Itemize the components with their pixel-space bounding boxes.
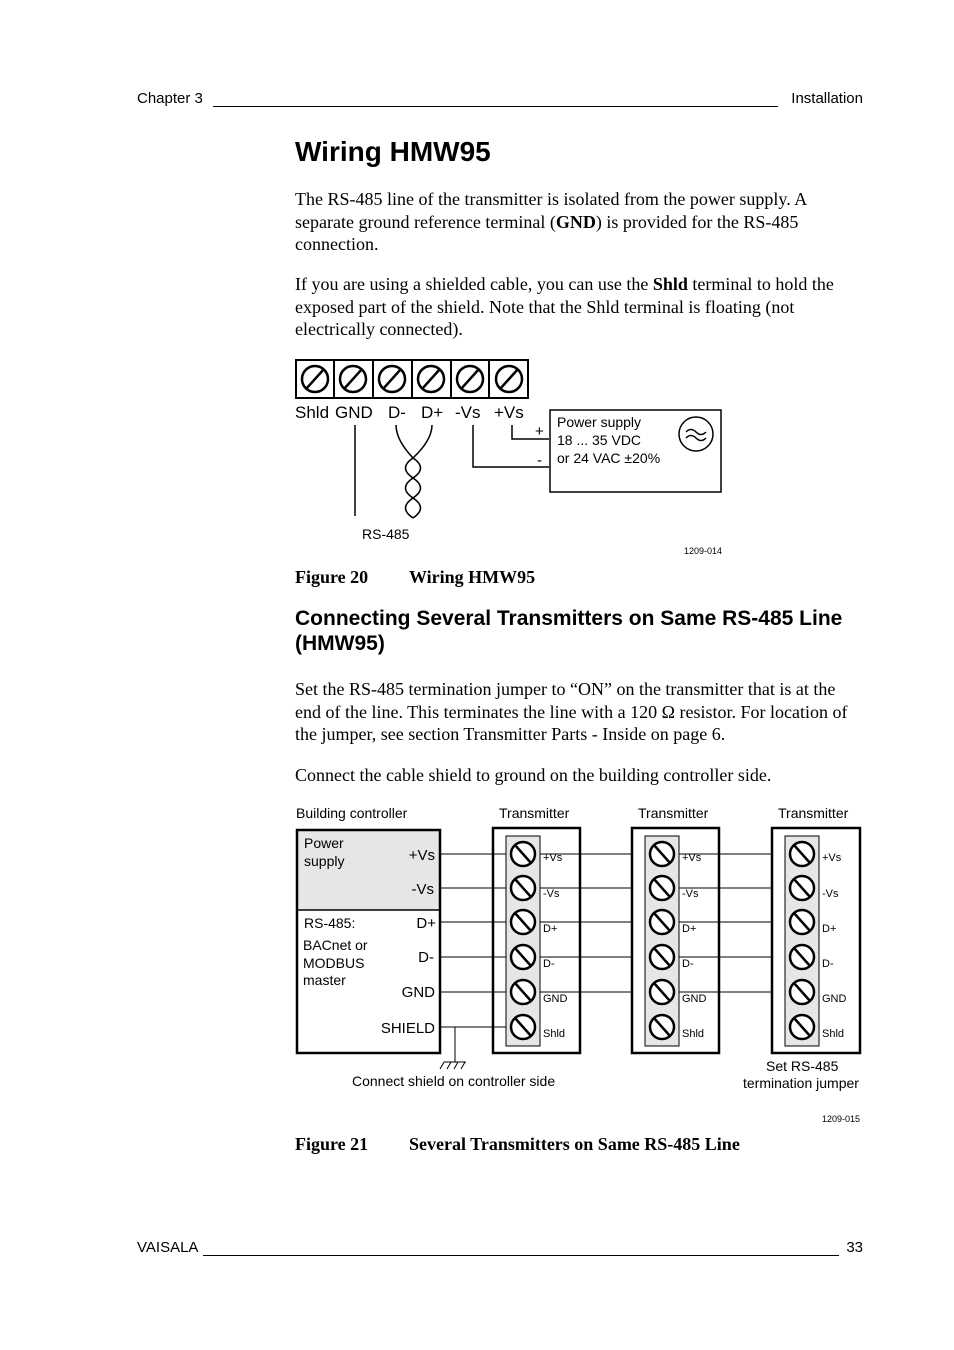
transmitter-terminal-label: Shld (682, 1028, 705, 1040)
controller-terminal: GND (401, 984, 435, 1001)
transmitter-3 (772, 828, 860, 1053)
controller-terminal: D+ (416, 915, 436, 932)
controller-title: Building controller (296, 805, 408, 821)
transmitter-terminal-label: GND (543, 993, 568, 1005)
figure-21-caption: Figure 21 Several Transmitters on Same RS-485 Line (295, 1134, 740, 1154)
psu-line: 18 ... 35 VDC (557, 432, 642, 448)
rs485-label: RS-485 (362, 526, 410, 542)
rs485-master-label: RS-485: (304, 915, 356, 931)
transmitter-terminal-label: GND (822, 993, 847, 1005)
plus-label: + (535, 423, 544, 440)
rs485-master-label: BACnet or (303, 937, 368, 953)
page-title: Wiring HMW95 (295, 136, 491, 167)
transmitter-terminal-label: -Vs (682, 888, 699, 900)
terminal-label: D+ (421, 403, 444, 422)
terminal-label: GND (335, 403, 373, 422)
terminal-label: +Vs (494, 403, 524, 422)
power-supply-label: supply (304, 853, 345, 869)
controller-terminal: SHIELD (380, 1020, 435, 1037)
psu-line: Power supply (557, 414, 642, 430)
terminal-label: Shld (295, 403, 330, 422)
paragraph-isolation: The RS-485 line of the transmitter is isolated from the power supply. A separate ground reference terminal (GND) is provided for the RS-485 connection. (295, 189, 807, 254)
transmitter-2 (632, 828, 719, 1053)
power-supply-label: Power (304, 835, 344, 851)
figure-code: 1209-015 (822, 1114, 861, 1124)
transmitter-terminal-label: D+ (682, 923, 697, 935)
jumper-note: Set RS-485 (766, 1058, 839, 1074)
transmitter-terminal-label: +Vs (543, 852, 563, 864)
transmitter-terminal-label: Shld (822, 1028, 845, 1040)
terminal-label: -Vs (455, 403, 481, 422)
transmitter-terminal-label: D+ (822, 923, 837, 935)
terminal-label: D- (388, 403, 406, 422)
figure-code: 1209-014 (684, 546, 723, 556)
section-label: Installation (791, 90, 863, 107)
transmitter-terminal-label: Shld (543, 1028, 566, 1040)
psu-line: or 24 VAC ±20% (557, 450, 661, 466)
transmitter-title: Transmitter (638, 805, 709, 821)
transmitter-title: Transmitter (499, 805, 570, 821)
section-subtitle: Connecting Several Transmitters on Same RS-485 Line (HMW95) (295, 607, 843, 655)
transmitter-terminal-label: +Vs (822, 852, 842, 864)
transmitter-terminal-label: +Vs (682, 852, 702, 864)
paragraph-shield: If you are using a shielded cable, you can use the Shld terminal to hold the exposed part of the shield. Note that the Shld terminal is floating (not electrically connected). (295, 274, 834, 339)
controller-terminal: +Vs (408, 847, 435, 864)
transmitter-terminal-label: GND (682, 993, 707, 1005)
transmitter-terminal-label: D- (682, 958, 694, 970)
figure-20-caption: Figure 20 Wiring HMW95 (295, 567, 536, 587)
chapter-label: Chapter 3 (137, 90, 203, 107)
paragraph-ground: Connect the cable shield to ground on the building controller side. (295, 765, 772, 785)
controller-terminal: -Vs (411, 881, 434, 898)
shield-note: Connect shield on controller side (352, 1073, 556, 1089)
transmitter-terminal-label: D+ (543, 923, 558, 935)
jumper-note: termination jumper (743, 1075, 859, 1091)
controller-terminal: D- (418, 949, 434, 966)
transmitter-title: Transmitter (778, 805, 849, 821)
brand-label: VAISALA (137, 1239, 199, 1256)
transmitter-terminal-label: D- (543, 958, 555, 970)
minus-label: - (537, 452, 542, 469)
transmitter-terminal-label: -Vs (822, 888, 839, 900)
transmitter-1 (493, 828, 580, 1053)
transmitter-terminal-label: D- (822, 958, 834, 970)
transmitter-terminal-label: -Vs (543, 888, 560, 900)
rs485-master-label: master (303, 972, 346, 988)
paragraph-termination: Set the RS-485 termination jumper to “ON” on the transmitter that is at the end of the line. This terminates the line with a 120 Ω resistor. For location of the jumper, see section Transmitter Parts - Inside on page 6. (295, 679, 848, 744)
page-number: 33 (846, 1239, 863, 1256)
footer-rule (203, 1255, 839, 1256)
rs485-master-label: MODBUS (303, 955, 365, 971)
